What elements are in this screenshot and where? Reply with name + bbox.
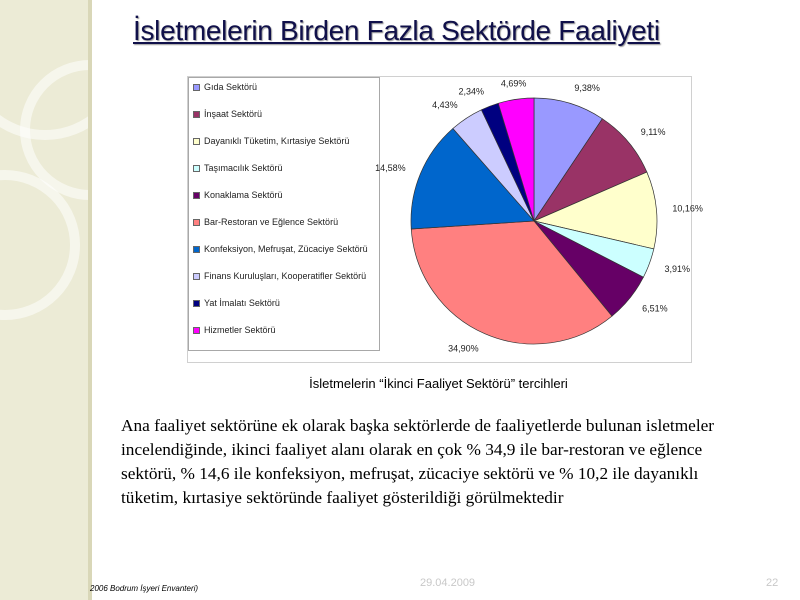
- legend-label: Finans Kuruluşları, Kooperatifler Sektörü: [204, 271, 367, 281]
- legend-swatch: [193, 111, 200, 118]
- legend-swatch: [193, 246, 200, 253]
- pie-data-label: 4,69%: [500, 78, 527, 89]
- band-edge: [88, 0, 92, 600]
- legend-swatch: [193, 84, 200, 91]
- legend-label: Dayanıklı Tüketim, Kırtasiye Sektörü: [204, 136, 350, 146]
- legend-swatch: [193, 327, 200, 334]
- legend-swatch: [193, 300, 200, 307]
- legend-label: Konfeksiyon, Mefruşat, Zücaciye Sektörü: [204, 244, 368, 254]
- pie-data-label: 9,38%: [574, 83, 600, 93]
- legend-swatch: [193, 138, 200, 145]
- page-number: 22: [766, 577, 779, 589]
- pie-data-label: 3,91%: [664, 263, 691, 274]
- pie-data-label: 2,34%: [458, 86, 484, 97]
- chart-caption: İsletmelerin “İkinci Faaliyet Sektörü” tercihleri: [309, 376, 568, 391]
- pie-data-label: 4,43%: [432, 99, 458, 110]
- legend-label: Bar-Restoran ve Eğlence Sektörü: [204, 217, 339, 227]
- slide-date: 29.04.2009: [420, 577, 476, 589]
- legend-label: Hizmetler Sektörü: [204, 325, 276, 335]
- legend-swatch: [193, 165, 200, 172]
- legend-swatch: [193, 219, 200, 226]
- legend-label: İnşaat Sektörü: [204, 109, 263, 119]
- source-note: 2006 Bodrum İşyeri Envanteri): [90, 584, 199, 593]
- legend-swatch: [193, 192, 200, 199]
- legend-label: Taşımacılık Sektörü: [204, 163, 283, 173]
- pie-data-label: 10,16%: [672, 203, 703, 214]
- chart-legend: [188, 77, 380, 351]
- pie-data-label: 34,90%: [448, 343, 479, 354]
- slide-title: İsletmelerin Birden Fazla Sektörde Faaliyeti: [133, 15, 660, 46]
- pie-data-label: 6,51%: [642, 303, 668, 314]
- pie-chart: [375, 77, 703, 361]
- legend-label: Yat İmalatı Sektörü: [204, 298, 280, 308]
- legend-swatch: [193, 273, 200, 280]
- decorative-band: [0, 0, 88, 600]
- legend-label: Gıda Sektörü: [204, 82, 258, 92]
- pie-data-label: 14,58%: [375, 162, 406, 173]
- pie-data-label: 9,11%: [640, 127, 666, 137]
- body-paragraph: Ana faaliyet sektörüne ek olarak başka sektörlerde de faaliyetlerde bulunan isletmeler incelendiğinde, ikinci faaliyet alanı olarak en çok % 34,9 ile bar-restoran ve eğlence sektörü, % 14,6 ile konfeksiyon, mefruşat, zücaciye sektörü ve % 10,2 ile dayanıklı tüketim, kırtasiye sektöründe faaliyet gösterildiği görülmektedir: [121, 416, 715, 507]
- legend-label: Konaklama Sektörü: [204, 190, 283, 200]
